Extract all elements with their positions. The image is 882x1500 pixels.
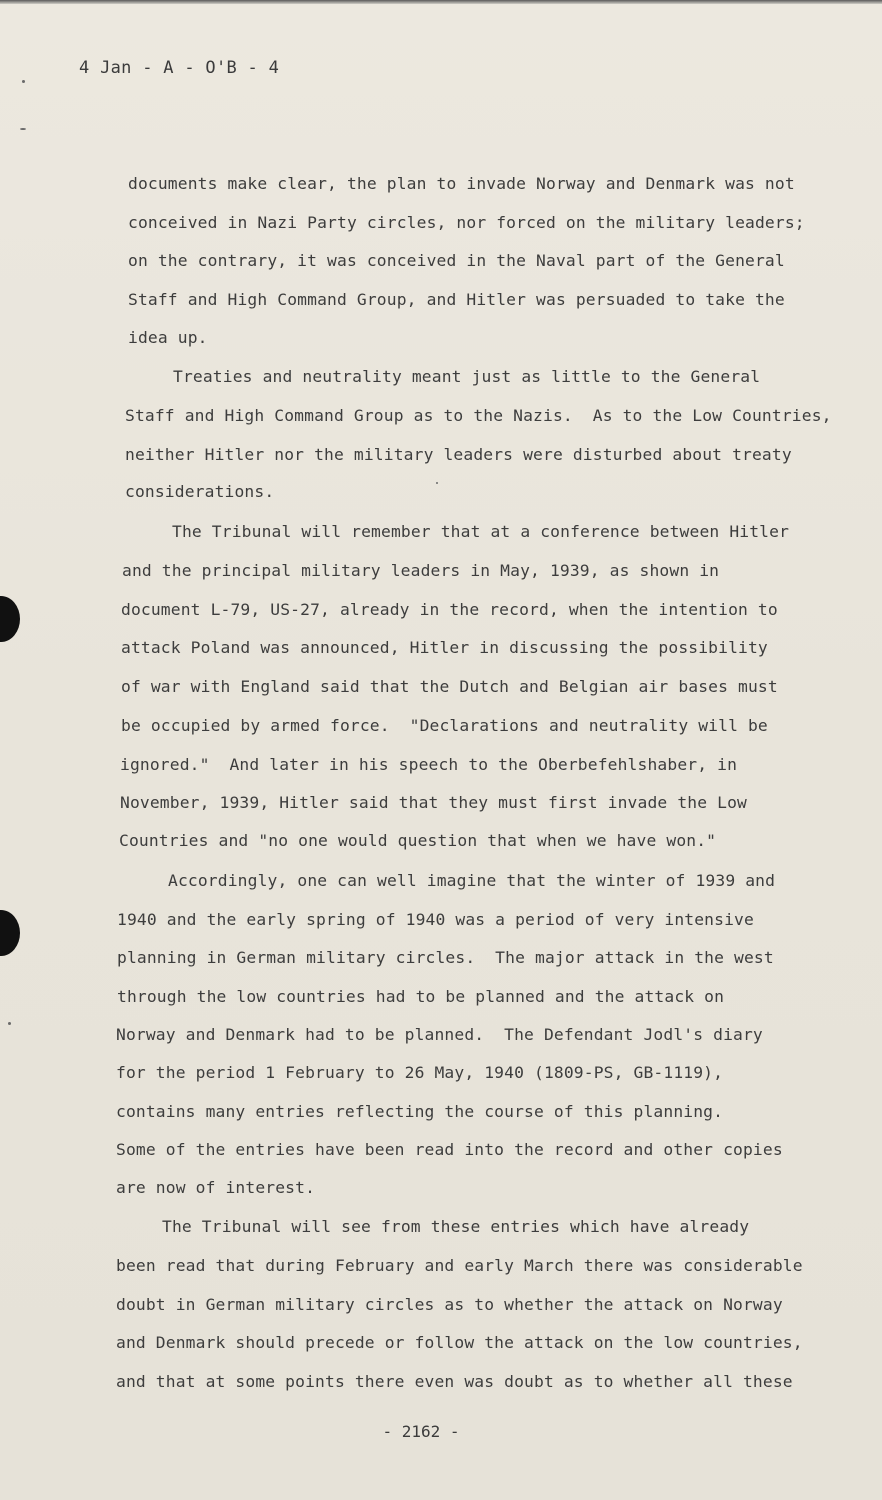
text-line: for the period 1 February to 26 May, 1940 (1809-PS, GB-1119), xyxy=(116,1063,724,1082)
text-line: doubt in German military circles as to whether the attack on Norway xyxy=(116,1295,783,1314)
text-line: neither Hitler nor the military leaders were disturbed about treaty xyxy=(125,445,792,464)
text-line: and that at some points there even was doubt as to whether all these xyxy=(116,1372,793,1391)
text-line: planning in German military circles. The major attack in the west xyxy=(117,948,774,967)
page-number: - 2162 - xyxy=(382,1422,460,1441)
text-line: considerations. xyxy=(125,482,275,501)
text-line: been read that during February and early March there was considerable xyxy=(116,1256,803,1275)
text-line: idea up. xyxy=(128,328,208,347)
text-line: and Denmark should precede or follow the attack on the low countries, xyxy=(116,1333,803,1352)
text-line: conceived in Nazi Party circles, nor forced on the military leaders; xyxy=(128,213,805,232)
text-line: Countries and "no one would question that when we have won." xyxy=(119,831,717,850)
text-line: The Tribunal will see from these entries which have already xyxy=(162,1217,750,1236)
text-line: Some of the entries have been read into the record and other copies xyxy=(116,1140,783,1159)
text-line: be occupied by armed force. "Declarations and neutrality will be xyxy=(121,716,768,735)
text-line: The Tribunal will remember that at a conference between Hitler xyxy=(172,522,790,541)
text-line: and the principal military leaders in May, 1939, as shown in xyxy=(122,561,720,580)
text-line: Treaties and neutrality meant just as little to the General xyxy=(173,367,761,386)
text-line: ignored." And later in his speech to the Oberbefehlshaber, in xyxy=(120,755,738,774)
text-line: document L-79, US-27, already in the record, when the intention to xyxy=(121,600,778,619)
text-line: Norway and Denmark had to be planned. The Defendant Jodl's diary xyxy=(116,1025,763,1044)
text-line: contains many entries reflecting the course of this planning. xyxy=(116,1102,724,1121)
text-line: November, 1939, Hitler said that they must first invade the Low xyxy=(120,793,747,812)
text-line: attack Poland was announced, Hitler in discussing the possibility xyxy=(121,638,768,657)
text-line: are now of interest. xyxy=(116,1178,316,1197)
text-line: Staff and High Command Group as to the Nazis. As to the Low Countries, xyxy=(125,406,832,425)
text-line: through the low countries had to be planned and the attack on xyxy=(117,987,725,1006)
text-line: Staff and High Command Group, and Hitler was persuaded to take the xyxy=(128,290,785,309)
text-line: of war with England said that the Dutch and Belgian air bases must xyxy=(121,677,778,696)
text-line: 1940 and the early spring of 1940 was a period of very intensive xyxy=(117,910,754,929)
text-line: on the contrary, it was conceived in the Naval part of the General xyxy=(128,251,785,270)
page-reference: 4 Jan - A - O'B - 4 xyxy=(79,58,280,78)
text-line: documents make clear, the plan to invade Norway and Denmark was not xyxy=(128,174,795,193)
text-line: Accordingly, one can well imagine that the winter of 1939 and xyxy=(168,871,776,890)
